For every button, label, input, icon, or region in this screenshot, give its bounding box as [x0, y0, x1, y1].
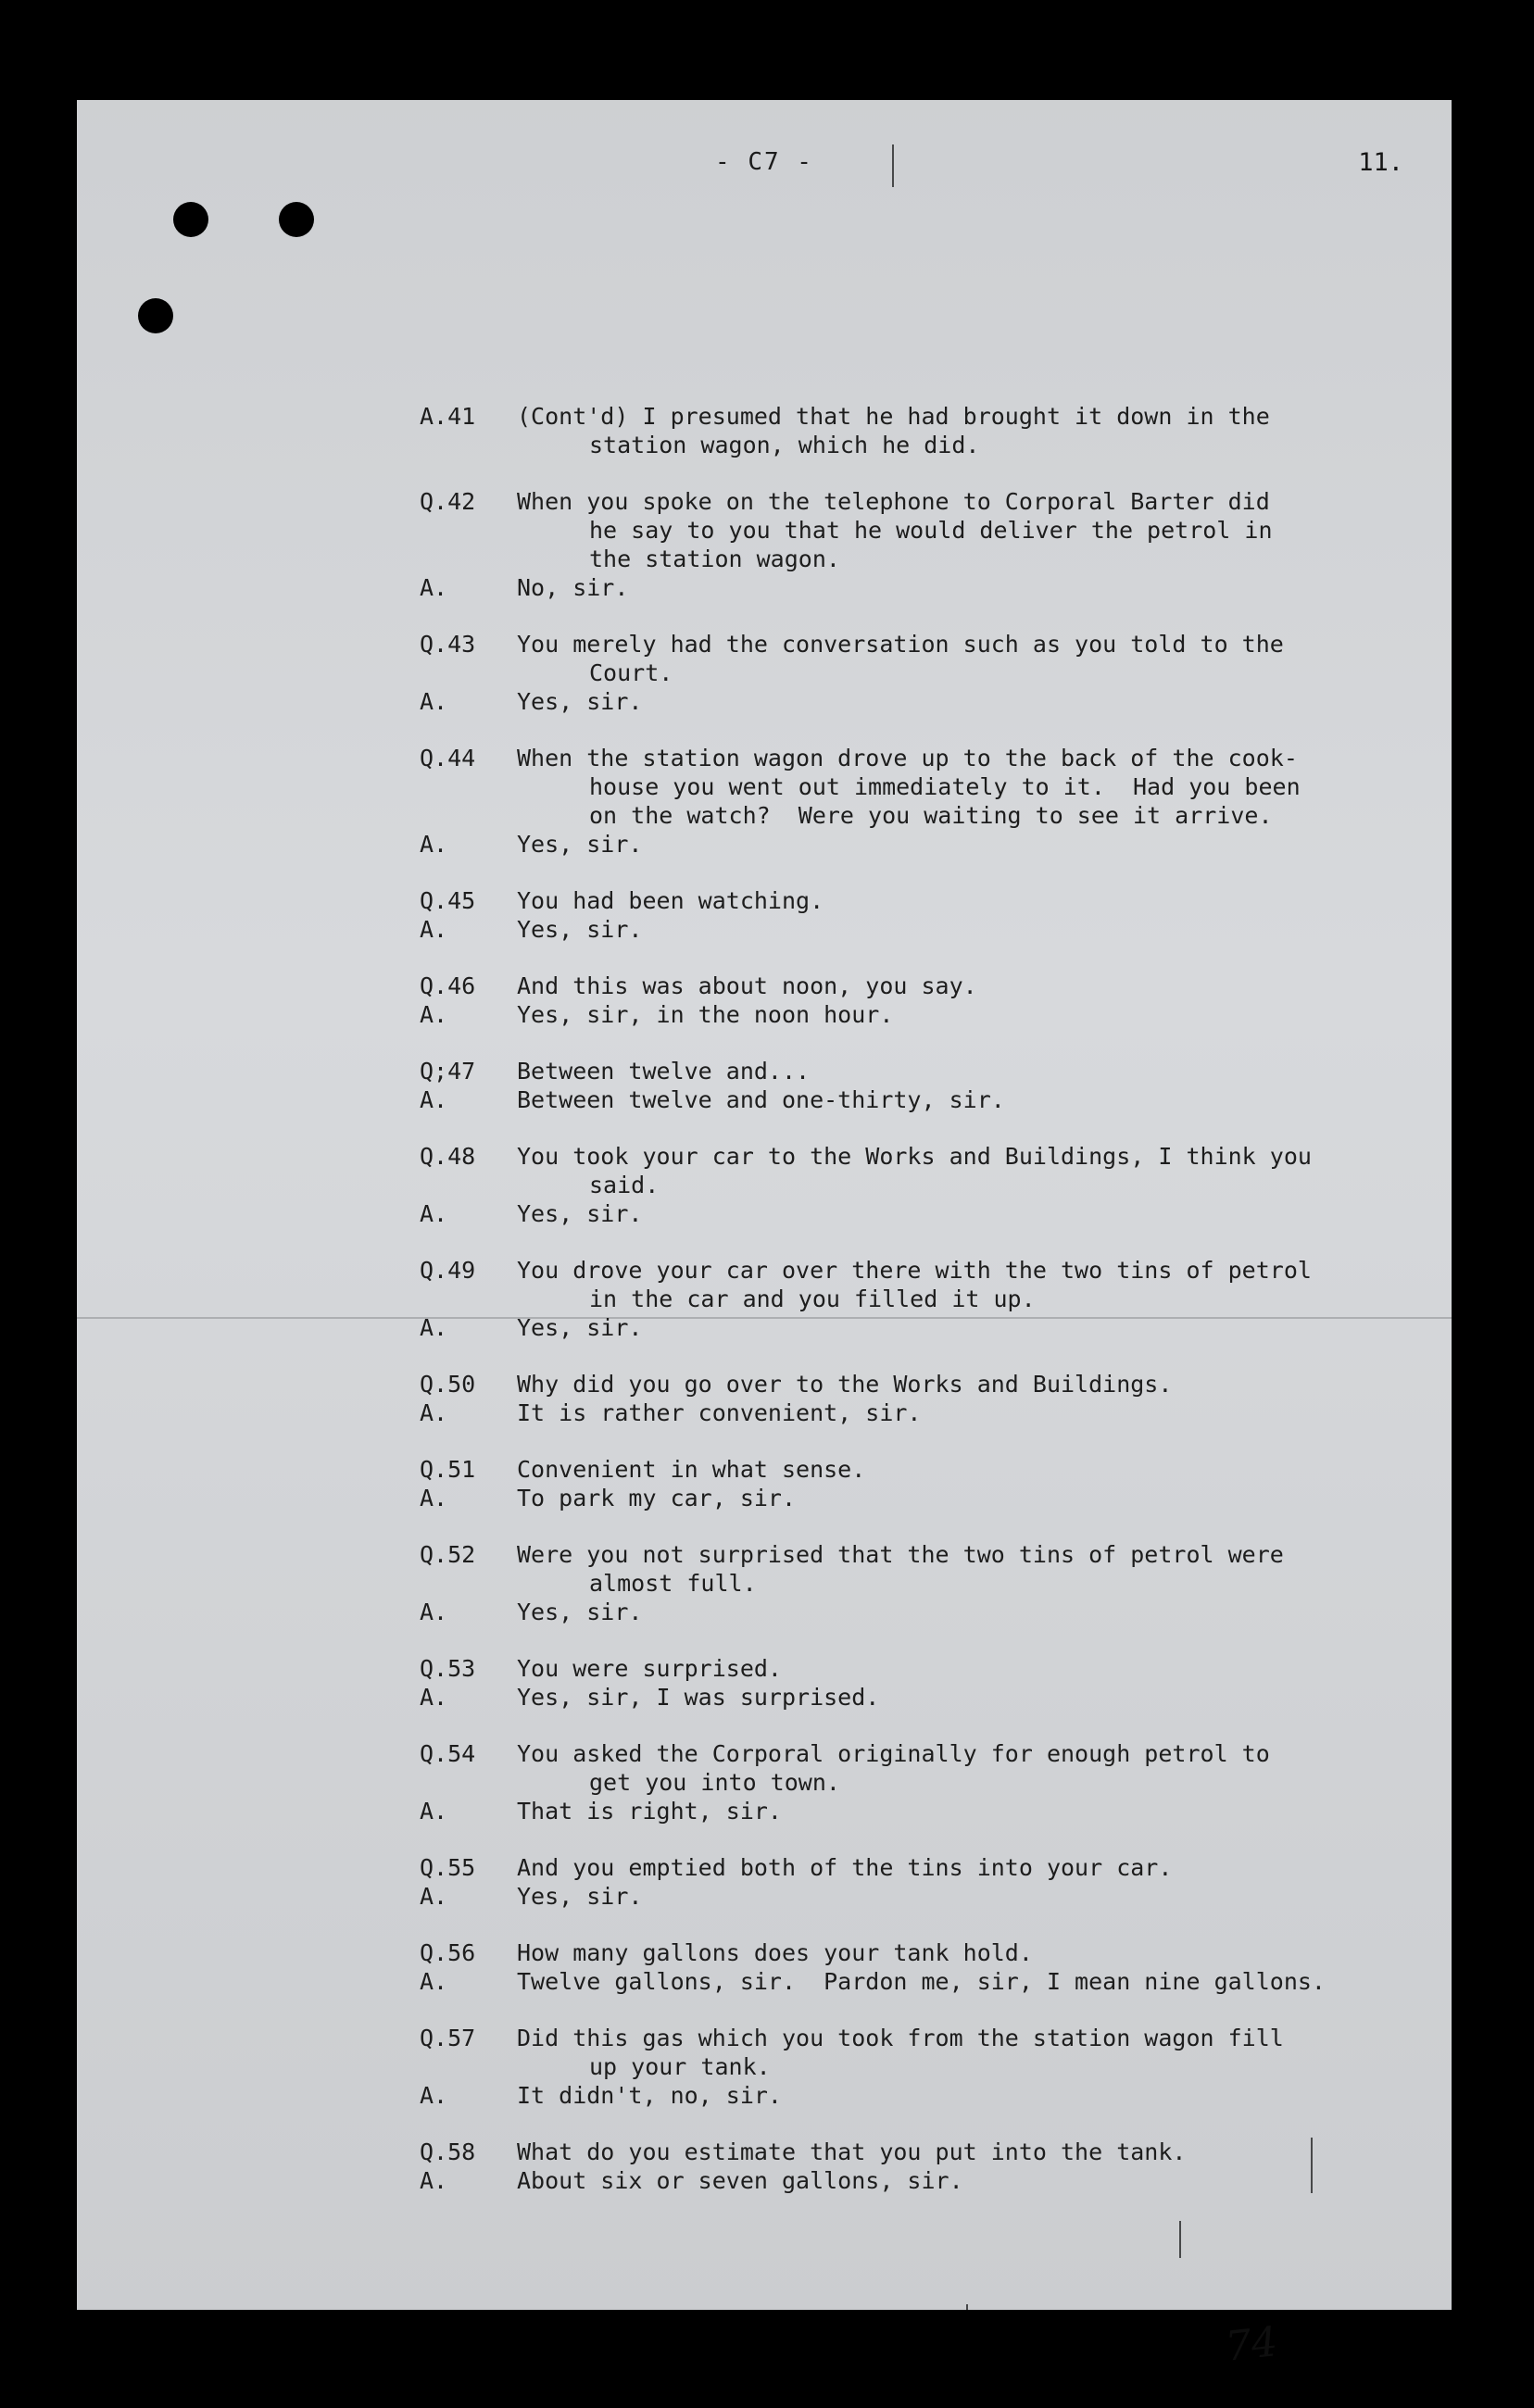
transcript-entry	[420, 2138, 1448, 2195]
question-label: Q.50	[420, 1371, 476, 1398]
transcript-entry	[420, 630, 1448, 716]
transcript-entry	[420, 402, 1448, 459]
question-line: You asked the Corporal originally for enough petrol to	[517, 1740, 1270, 1767]
transcript-entry	[420, 972, 1448, 1029]
question-text	[517, 1654, 1448, 1683]
answer-text: Yes, sir.	[517, 688, 643, 715]
question-text	[517, 1540, 1448, 1598]
question-continuation-line: house you went out immediately to it. Had you been	[589, 773, 1301, 800]
question-label: Q.55	[420, 1854, 476, 1881]
question-continuation-line: on the watch? Were you waiting to see it arrive.	[589, 802, 1273, 829]
question-continuation-line: in the car and you filled it up.	[589, 1286, 1036, 1312]
transcript-entry	[420, 1739, 1448, 1825]
answer-label: A.	[420, 1968, 448, 1995]
page-number: 11.	[1358, 148, 1403, 177]
transcript-entry	[420, 1370, 1448, 1427]
question-text	[517, 1370, 1448, 1398]
question-line: What do you estimate that you put into the tank.	[517, 2138, 1187, 2165]
question-text	[517, 2138, 1448, 2166]
question-line: (Cont'd) I presumed that he had brought it down in the	[517, 403, 1270, 430]
question-label: Q.58	[420, 2138, 476, 2165]
question-line: Did this gas which you took from the station wagon fill	[517, 2025, 1284, 2051]
question-line: And you emptied both of the tins into your car.	[517, 1854, 1173, 1881]
document-page	[77, 100, 1452, 2371]
question-label: Q.53	[420, 1655, 476, 1682]
transcript-entry	[420, 1853, 1448, 1911]
question-line: You drove your car over there with the two tins of petrol	[517, 1257, 1312, 1284]
answer-label: A.	[420, 1883, 448, 1910]
transcript-entry	[420, 2024, 1448, 2110]
answer-label: A.	[420, 1001, 448, 1028]
handwritten-page-note: 74	[1223, 2318, 1280, 2371]
question-text	[517, 487, 1448, 573]
answer-label: A.	[420, 2082, 448, 2109]
answer-text: Yes, sir.	[517, 1883, 643, 1910]
answer-label: A.	[420, 1684, 448, 1711]
answer-label: A.	[420, 688, 448, 715]
answer-text: Yes, sir.	[517, 1599, 643, 1625]
question-continuation-line: up your tank.	[589, 2053, 771, 2080]
question-label: Q.49	[420, 1257, 476, 1284]
question-text	[517, 1057, 1448, 1085]
answer-text: Yes, sir.	[517, 831, 643, 858]
question-label: A.41	[420, 403, 476, 430]
question-text	[517, 972, 1448, 1000]
transcript-entry	[420, 487, 1448, 602]
question-label: Q.51	[420, 1456, 476, 1483]
answer-label: A.	[420, 831, 448, 858]
answer-label: A.	[420, 2167, 448, 2194]
punch-hole	[138, 298, 173, 333]
transcript-entry	[420, 886, 1448, 944]
question-label: Q.43	[420, 631, 476, 658]
question-label: Q.54	[420, 1740, 476, 1767]
question-label: Q.42	[420, 488, 476, 515]
question-label: Q.44	[420, 745, 476, 771]
answer-label: A.	[420, 1485, 448, 1511]
question-continuation-line: station wagon, which he did.	[589, 432, 980, 458]
question-text	[517, 2024, 1448, 2081]
answer-text: Between twelve and one-thirty, sir.	[517, 1086, 1005, 1113]
question-continuation-line: almost full.	[589, 1570, 757, 1597]
question-label: Q.46	[420, 972, 476, 999]
transcript-entry	[420, 744, 1448, 859]
transcript-entry	[420, 1540, 1448, 1626]
question-line: You took your car to the Works and Buildings, I think you	[517, 1143, 1312, 1170]
question-label: Q.45	[420, 887, 476, 914]
pen-mark	[1311, 2138, 1313, 2193]
answer-text: Yes, sir.	[517, 1200, 643, 1227]
transcript-body	[420, 402, 1448, 2223]
question-line: Why did you go over to the Works and Buildings.	[517, 1371, 1173, 1398]
question-text	[517, 886, 1448, 915]
answer-text: Yes, sir, in the noon hour.	[517, 1001, 894, 1028]
transcript-entry	[420, 1455, 1448, 1512]
section-label: - C7 -	[715, 148, 813, 176]
answer-label: A.	[420, 916, 448, 943]
answer-label: A.	[420, 574, 448, 601]
answer-label: A.	[420, 1086, 448, 1113]
question-text	[517, 1455, 1448, 1484]
answer-text: Twelve gallons, sir. Pardon me, sir, I mean nine gallons.	[517, 1968, 1326, 1995]
answer-label: A.	[420, 1798, 448, 1825]
question-line: You had been watching.	[517, 887, 824, 914]
question-text	[517, 630, 1448, 687]
question-label: Q.56	[420, 1939, 476, 1966]
question-continuation-line: Court.	[589, 659, 673, 686]
question-continuation-line: said.	[589, 1172, 660, 1198]
answer-label: A.	[420, 1200, 448, 1227]
question-label: Q.52	[420, 1541, 476, 1568]
pen-mark	[892, 144, 894, 187]
transcript-entry	[420, 1057, 1448, 1114]
answer-label: A.	[420, 1399, 448, 1426]
question-text	[517, 1739, 1448, 1797]
answer-text: About six or seven gallons, sir.	[517, 2167, 963, 2194]
question-line: Were you not surprised that the two tins of petrol were	[517, 1541, 1284, 1568]
question-text	[517, 1938, 1448, 1967]
answer-text: Yes, sir, I was surprised.	[517, 1684, 880, 1711]
question-line: How many gallons does your tank hold.	[517, 1939, 1033, 1966]
answer-text: To park my car, sir.	[517, 1485, 797, 1511]
question-line: Between twelve and...	[517, 1058, 811, 1085]
transcript-entry	[420, 1654, 1448, 1712]
question-line: You merely had the conversation such as you told to the	[517, 631, 1284, 658]
question-label: Q;47	[420, 1058, 476, 1085]
question-text	[517, 1142, 1448, 1199]
answer-text: Yes, sir.	[517, 916, 643, 943]
question-text	[517, 402, 1448, 459]
punch-hole	[173, 202, 208, 237]
pen-mark	[1179, 2221, 1181, 2258]
answer-text: No, sir.	[517, 574, 629, 601]
answer-text: It didn't, no, sir.	[517, 2082, 782, 2109]
transcript-entry	[420, 1142, 1448, 1228]
question-text	[517, 1256, 1448, 1313]
answer-text: That is right, sir.	[517, 1798, 782, 1825]
question-label: Q.57	[420, 2025, 476, 2051]
question-continuation-line: the station wagon.	[589, 546, 840, 572]
answer-label: A.	[420, 1314, 448, 1341]
transcript-entry	[420, 1256, 1448, 1342]
answer-text: Yes, sir.	[517, 1314, 643, 1341]
punch-hole	[279, 202, 314, 237]
question-text	[517, 1853, 1448, 1882]
pen-mark	[966, 2304, 968, 2341]
question-line: When you spoke on the telephone to Corporal Barter did	[517, 488, 1270, 515]
question-continuation-line: he say to you that he would deliver the petrol in	[589, 517, 1273, 544]
question-line: And this was about noon, you say.	[517, 972, 977, 999]
question-line: When the station wagon drove up to the back of the cook-	[517, 745, 1298, 771]
pen-mark	[677, 2341, 679, 2386]
question-line: You were surprised.	[517, 1655, 782, 1682]
transcript-entry	[420, 1938, 1448, 1996]
question-line: Convenient in what sense.	[517, 1456, 866, 1483]
question-text	[517, 744, 1448, 830]
question-continuation-line: get you into town.	[589, 1769, 840, 1796]
answer-label: A.	[420, 1599, 448, 1625]
question-label: Q.48	[420, 1143, 476, 1170]
answer-text: It is rather convenient, sir.	[517, 1399, 922, 1426]
